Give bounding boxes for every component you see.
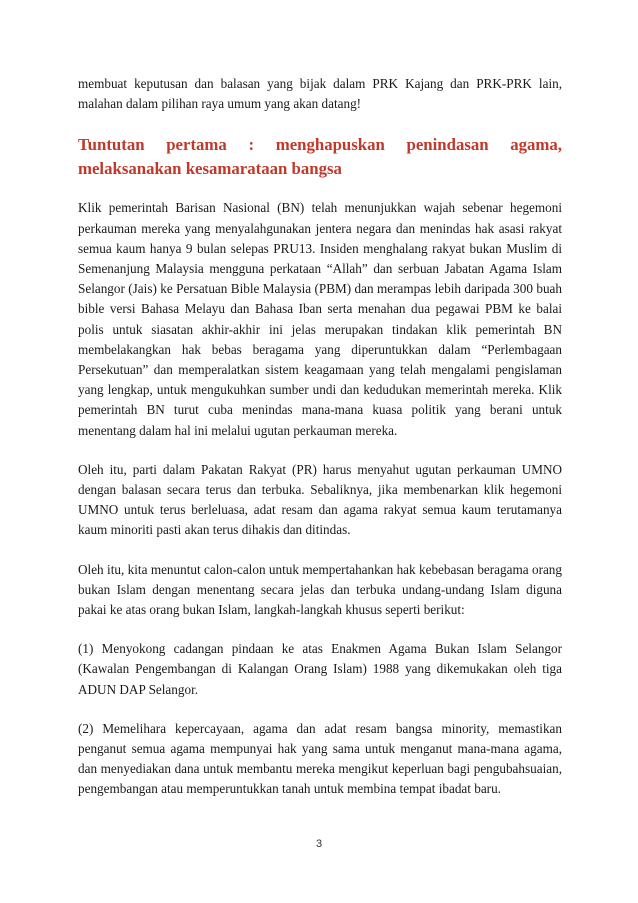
intro-paragraph: membuat keputusan dan balasan yang bijak dalam PRK Kajang dan PRK-PRK lain, malahan dalam pilihan raya umum yang akan datang! bbox=[78, 76, 562, 112]
document-page bbox=[78, 74, 562, 819]
body-paragraph-1: Klik pemerintah Barisan Nasional (BN) telah menunjukkan wajah sebenar hegemoni perkauman mereka yang menyalahgunakan jentera negara dan menindas hak asasi rakyat semua kaum hanya 9 bulan selepas PRU13. Insiden menghalang rakyat bukan Muslim di Semenanjung Malaysia mengguna perkataan “Allah” dan serbuan Jabatan Agama Islam Selangor (Jais) ke Persatuan Bible Malaysia (PBM) dan merampas lebih daripada 300 buah bible versi Bahasa Melayu dan Bahasa Iban serta menahan dua pegawai PBM ke balai polis untuk siasatan akhir-akhir ini jelas merupakan tindakan klik pemerintah BN membelakangkan hak bebas beragama yang diperuntukkan dalam “Perlembagaan Persekutuan” dan memperalatkan sistem keagamaan yang telah mengalami pengislaman yang lengkap, untuk mengukuhkan sumber undi dan kedudukan memerintah mereka. Klik pemerintah BN turut cuba menindas mana-mana kuasa politik yang berani untuk menentang dalam hal ini melalui ugutan perkauman mereka. bbox=[78, 200, 562, 438]
body-paragraph-2: Oleh itu, parti dalam Pakatan Rakyat (PR) harus menyahut ugutan perkauman UMNO dengan balasan secara terus dan terbuka. Sebaliknya, jika membenarkan klik hegemoni UMNO untuk terus berleluasa, adat resam dan agama rakyat semua kaum terutamanya kaum minoriti pasti akan terus dihakis dan ditindas. bbox=[78, 461, 562, 538]
body-paragraph-3: Oleh itu, kita menuntut calon-calon untuk mempertahankan hak kebebasan beragama orang bukan Islam dengan menentang secara jelas dan terbuka undang-undang Islam diguna pakai ke atas orang bukan Islam, langkah-langkah khusus seperti berikut: bbox=[78, 561, 562, 618]
section-heading: Tuntutan pertama : menghapuskan penindasan agama, melaksanakan kesamarataan bangsa bbox=[78, 135, 562, 179]
demand-item-1: (1) Menyokong cadangan pindaan ke atas Enakmen Agama Bukan Islam Selangor (Kawalan Pengembangan di Kalangan Orang Islam) 1988 yang dikemukakan oleh tiga ADUN DAP Selangor. bbox=[78, 641, 562, 697]
demand-item-2: (2) Memelihara kepercayaan, agama dan adat resam bangsa minority, memastikan penganut semua agama mempunyai hak yang sama untuk menganut mana-mana agama, dan menyediakan dana untuk membantu mereka mengikut keperluan bagi pengubahsuaian, pengembangan atau memperuntukkan tanah untuk membina tempat ibadat baru. bbox=[78, 720, 562, 797]
page-number: 3 bbox=[315, 838, 323, 850]
